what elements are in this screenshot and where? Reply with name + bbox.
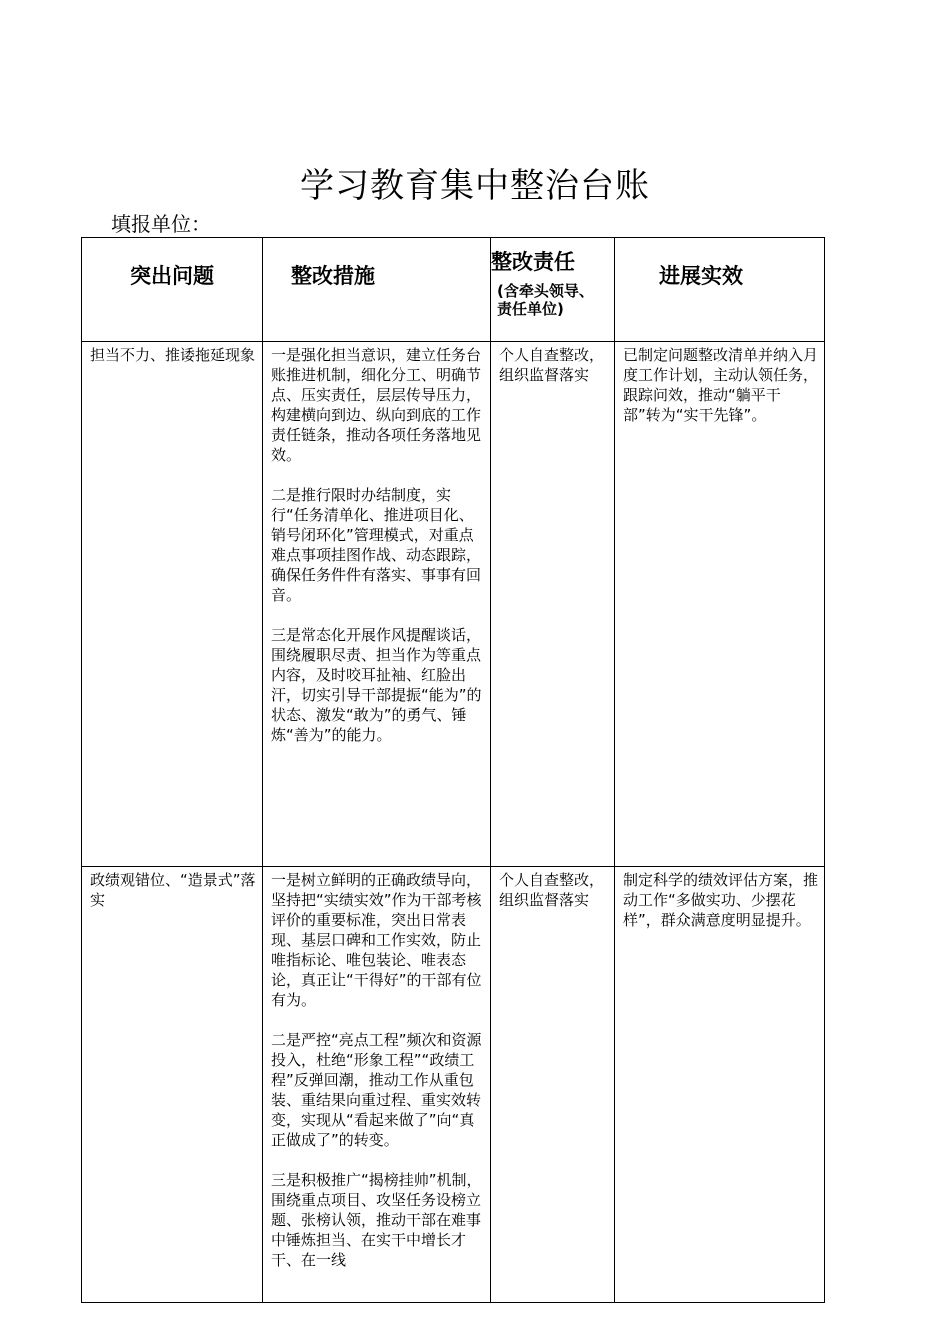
- problem-cell: [82, 342, 263, 867]
- measures-cell: [263, 867, 491, 1303]
- problem-text: 政绩观错位、“造景式”落实: [90, 871, 256, 909]
- header-measures-cell: [263, 238, 491, 342]
- responsibility-cell: [491, 342, 615, 867]
- header-responsibility: 整改责任: [491, 250, 575, 274]
- progress-text: 已制定问题整改清单并纳入月度工作计划，主动认领任务，跟踪问效，推动“躺平干部”转为“实干先锋”。: [623, 346, 819, 424]
- table-header-row: [82, 238, 825, 342]
- problem-cell: [82, 867, 263, 1303]
- progress-text: 制定科学的绩效评估方案，推动工作“多做实功、少摆花样”，群众满意度明显提升。: [623, 871, 819, 929]
- table-row: [82, 867, 825, 1303]
- progress-cell: [615, 342, 825, 867]
- problem-text: 担当不力、推诿拖延现象: [90, 346, 256, 364]
- measures-cell: [263, 342, 491, 867]
- header-responsibility-note: (含牵头领导、责任单位): [497, 282, 594, 318]
- header-progress: 进展实效: [659, 264, 743, 288]
- measure-item: 三是积极推广“揭榜挂帅”机制，围绕重点项目、攻坚任务设榜立题、张榜认领，推动干部在难事中锤炼担当、在实干中增长才干、在一线: [271, 1171, 482, 1269]
- measure-item: 二是严控“亮点工程”频次和资源投入，杜绝“形象工程”“政绩工程”反弹回潮，推动工作从重包装、重结果向重过程、重实效转变，实现从“看起来做了”向“真正做成了”的转变。: [271, 1031, 482, 1149]
- header-responsibility-cell: [491, 238, 615, 342]
- header-problem: 突出问题: [130, 264, 214, 288]
- reporting-unit-label: 填报单位：: [111, 212, 211, 236]
- measure-item: 一是树立鲜明的正确政绩导向，坚持把“实绩实效”作为干部考核评价的重要标准，突出日常表现、基层口碑和工作实效，防止唯指标论、唯包装论、唯表态论，真正让“干得好”的干部有位有为。: [271, 871, 482, 1009]
- measure-item: 一是强化担当意识，建立任务台账推进机制，细化分工、明确节点、压实责任，层层传导压力，构建横向到边、纵向到底的工作责任链条，推动各项任务落地见效。: [271, 346, 482, 464]
- responsibility-text: 个人自查整改，组织监督落实: [499, 871, 605, 909]
- progress-cell: [615, 867, 825, 1303]
- measures-list: [263, 867, 490, 1302]
- measures-list: [263, 342, 490, 745]
- responsibility-cell: [491, 867, 615, 1303]
- table-row: [82, 342, 825, 867]
- header-measures: 整改措施: [291, 264, 375, 288]
- measure-item: 二是推行限时办结制度，实行“任务清单化、推进项目化、销号闭环化”管理模式，对重点难点事项挂图作战、动态跟踪，确保任务件件有落实、事事有回音。: [271, 486, 482, 604]
- responsibility-text: 个人自查整改，组织监督落实: [499, 346, 605, 384]
- header-progress-cell: [615, 238, 825, 342]
- rectification-ledger-table: [81, 237, 825, 1303]
- header-problem-cell: [82, 238, 263, 342]
- measure-item: 三是常态化开展作风提醒谈话，围绕履职尽责、担当作为等重点内容，及时咬耳扯袖、红脸出汗，切实引导干部提振“能为”的状态、激发“敢为”的勇气、锤炼“善为”的能力。: [271, 626, 482, 744]
- document-title: 学习教育集中整治台账: [300, 166, 650, 206]
